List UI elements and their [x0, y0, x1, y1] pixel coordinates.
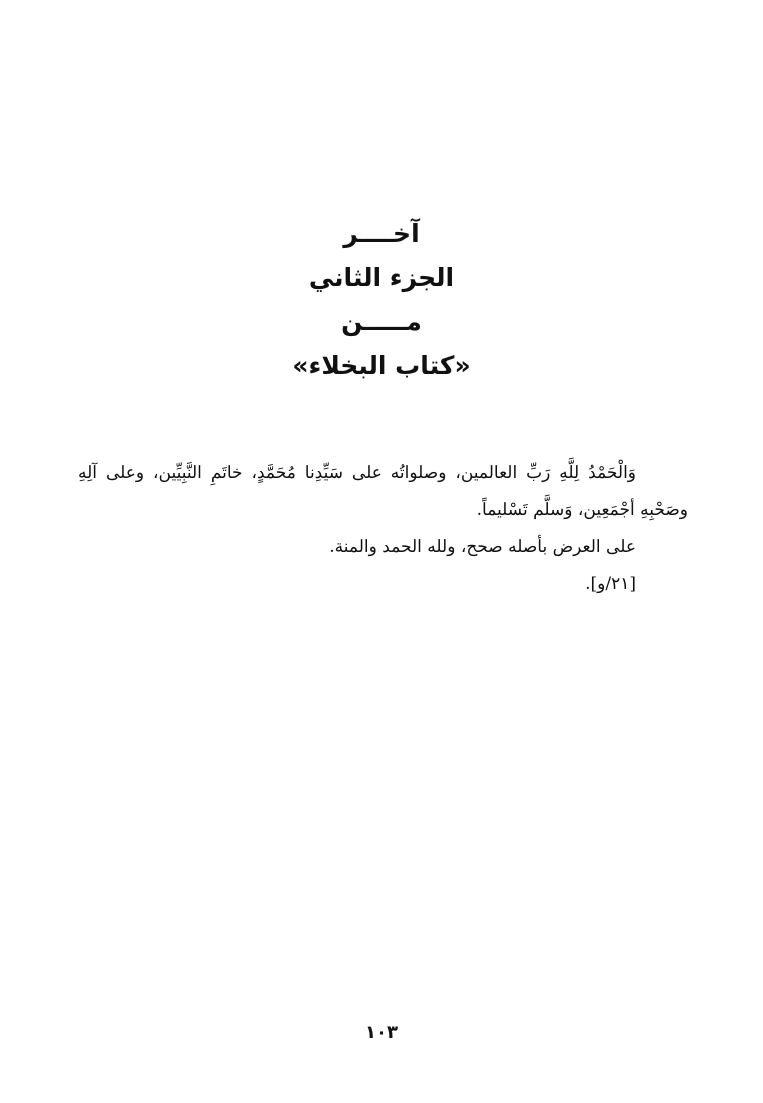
- heading-line-book-title: «كتاب البخلاء»: [292, 351, 471, 380]
- heading-line-part: الجزء الثاني: [308, 263, 455, 292]
- body-text: [78, 455, 688, 603]
- heading-line-end: آخــــر: [343, 219, 420, 248]
- paragraph-doxology: وَالْحَمْدُ لِلَّهِ رَبِّ العالمين، وصلواتُه على سَيِّدِنا مُحَمَّدٍ، خاتَمِ النَّبِيِّين، وعلى آلِهِ وصَحْبِهِ أجْمَعِين، وَسلَّم تَسْليماً.: [78, 463, 688, 520]
- paragraph-folio-reference: [٢١/و].: [585, 574, 636, 594]
- colophon-heading: [0, 212, 763, 388]
- paragraph-collation-note: على العرض بأصله صحح، ولله الحمد والمنة.: [329, 537, 636, 557]
- heading-line-from: مـــــن: [341, 307, 422, 336]
- page-number: ١٠٣: [365, 1022, 398, 1043]
